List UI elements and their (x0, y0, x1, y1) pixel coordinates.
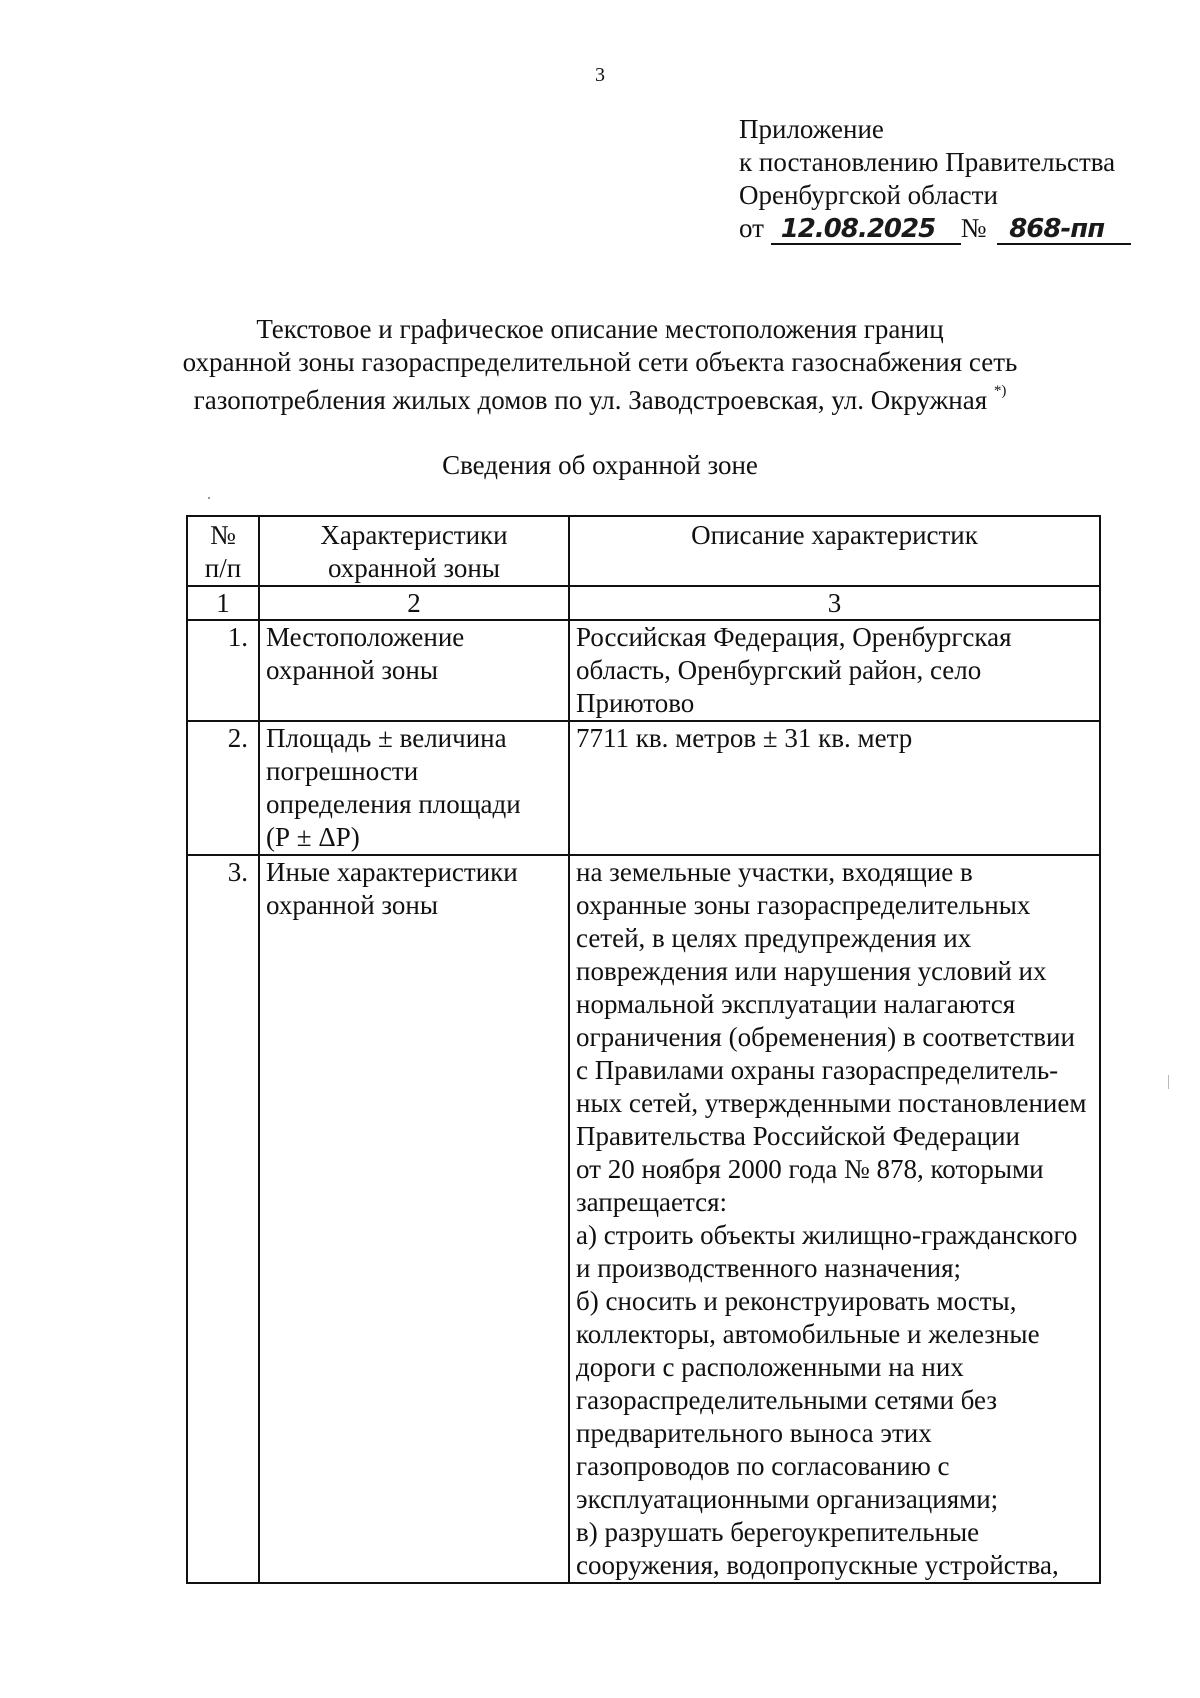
description-line: газораспределительными сетями без (576, 1385, 998, 1415)
characteristic-line: (Р ± ΔР) (266, 822, 360, 852)
description-line: а) строить объекты жилищно-гражданского (576, 1220, 1078, 1250)
row-number: 3. (187, 855, 259, 1583)
description-line: предварительного выноса этих (576, 1418, 932, 1448)
column-number-3: 3 (569, 586, 1100, 620)
description-line: от 20 ноября 2000 года № 878, которыми (576, 1154, 1044, 1184)
column-number-2: 2 (259, 586, 569, 620)
appendix-line-3: Оренбургской области (739, 180, 998, 210)
description-line: нормальной эксплуатации налагаются (576, 989, 1016, 1019)
description-line: и производственного назначения; (576, 1253, 962, 1283)
title-line-2: охранной зоны газораспределительной сети объекта газоснабжения сеть (182, 347, 1018, 377)
description-line: ограничения (обременения) в соответствии (576, 1022, 1075, 1052)
header-num (187, 516, 259, 586)
appendix-line-2: к постановлению Правительства (739, 147, 1116, 177)
page-number: 3 (595, 64, 605, 86)
description-line: сетей, в целях предупреждения их (576, 923, 972, 953)
characteristic-line: определения площади (266, 789, 521, 819)
row-description (569, 721, 1100, 855)
column-number-1: 1 (187, 586, 259, 620)
title-line-1: Текстовое и графическое описание местоположения границ (256, 314, 944, 344)
description-line: Правительства Российской Федерации (576, 1121, 1020, 1151)
table-row (187, 620, 1100, 721)
table-row (187, 721, 1100, 855)
description-line: эксплуатационными организациями; (576, 1484, 999, 1514)
column-number-row (187, 586, 1100, 620)
description-line: ных сетей, утвержденными постановлением (576, 1088, 1087, 1118)
row-characteristic (259, 855, 569, 1583)
row-number: 2. (187, 721, 259, 855)
description-line: дороги с расположенными на них (576, 1352, 964, 1382)
characteristic-line: Местоположение (266, 622, 465, 652)
appendix-line-4 (739, 212, 1131, 245)
description-line: сооружения, водопропускные устройства, (576, 1550, 1059, 1580)
appendix-block (739, 113, 1131, 245)
title-line-3 (150, 379, 1050, 417)
description-line: Российская Федерация, Оренбургская (576, 622, 1012, 652)
description-line: коллекторы, автомобильные и железные (576, 1319, 1040, 1349)
header-description: Описание характеристик (569, 516, 1100, 586)
characteristic-line: охранной зоны (266, 655, 439, 685)
description-line: Приютово (576, 688, 695, 718)
row-characteristic (259, 721, 569, 855)
handwritten-number: 868-пп (997, 215, 1131, 245)
scan-speck (208, 497, 210, 499)
appendix-line-1: Приложение (739, 114, 884, 144)
description-line: на земельные участки, входящие в (576, 857, 973, 887)
description-line: 7711 кв. метров ± 31 кв. метр (576, 723, 913, 753)
table-row (187, 855, 1100, 1583)
section-title: Сведения об охранной зоне (442, 450, 758, 480)
characteristic-line: погрешности (266, 756, 419, 786)
header-num-line-1: № (210, 520, 236, 550)
characteristic-line: Иные характеристики (266, 857, 518, 887)
description-line: с Правилами охраны газораспределитель- (576, 1055, 1059, 1085)
header-characteristic (259, 516, 569, 586)
description-line: б) сносить и реконструировать мосты, (576, 1286, 1017, 1316)
characteristic-line: Площадь ± величина (266, 723, 507, 753)
title-line-3-text: газопотребления жилых домов по ул. Заводстроевская, ул. Окружная (193, 385, 988, 415)
header-characteristic-line-2: охранной зоны (327, 553, 500, 583)
description-line: в) разрушать берегоукрепительные (576, 1517, 980, 1547)
description-line: запрещается: (576, 1187, 728, 1217)
row-description (569, 620, 1100, 721)
row-description (569, 855, 1100, 1583)
footnote-mark: *) (993, 383, 1007, 399)
zone-info-table (186, 515, 1101, 1584)
handwritten-date: 12.08.2025 (771, 215, 961, 245)
description-line: газопроводов по согласованию с (576, 1451, 950, 1481)
header-characteristic-line-1: Характеристики (320, 520, 508, 550)
row-characteristic (259, 620, 569, 721)
from-label: от (739, 213, 764, 243)
document-title (150, 313, 1050, 417)
row-number: 1. (187, 620, 259, 721)
scan-speck (1168, 1075, 1169, 1089)
number-label: № (960, 213, 987, 243)
description-line: область, Оренбургский район, село (576, 655, 982, 685)
header-num-line-2: п/п (204, 553, 242, 583)
characteristic-line: охранной зоны (266, 890, 439, 920)
description-line: охранные зоны газораспределительных (576, 890, 1031, 920)
table-header-row (187, 516, 1100, 586)
description-line: повреждения или нарушения условий их (576, 956, 1047, 986)
